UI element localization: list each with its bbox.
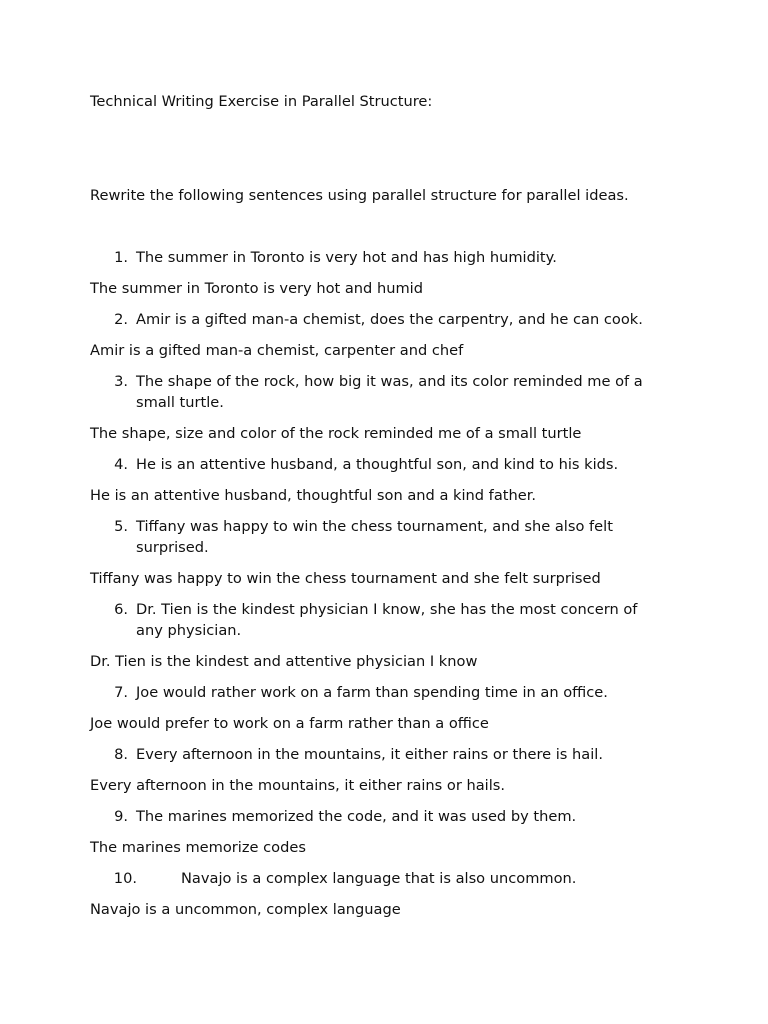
question-number: 2.	[114, 311, 128, 328]
question-number: 4.	[114, 456, 128, 473]
document-title: Technical Writing Exercise in Parallel Structure:	[90, 93, 433, 110]
answer-10: Navajo is a uncommon, complex language	[90, 901, 401, 918]
answer-6: Dr. Tien is the kindest and attentive physician I know	[90, 653, 478, 670]
answer-1: The summer in Toronto is very hot and humid	[90, 280, 423, 297]
question-2	[0, 309, 768, 330]
question-text: The summer in Toronto is very hot and has high humidity.	[136, 249, 557, 266]
question-7	[0, 682, 768, 703]
question-text: The shape of the rock, how big it was, and its color reminded me of a small turtle.	[136, 373, 643, 411]
question-1	[0, 247, 768, 268]
answer-8: Every afternoon in the mountains, it either rains or hails.	[90, 777, 506, 794]
question-text: He is an attentive husband, a thoughtful son, and kind to his kids.	[136, 456, 619, 473]
answer-9: The marines memorize codes	[90, 839, 306, 856]
question-10	[0, 868, 768, 889]
question-number: 6.	[114, 601, 128, 618]
instruction-text: Rewrite the following sentences using parallel structure for parallel ideas.	[90, 187, 629, 204]
question-number: 5.	[114, 518, 128, 535]
question-number: 8.	[114, 746, 128, 763]
question-text: The marines memorized the code, and it was used by them.	[136, 808, 577, 825]
question-4	[0, 454, 768, 475]
answer-7: Joe would prefer to work on a farm rather than a office	[90, 715, 489, 732]
question-text: Navajo is a complex language that is also uncommon.	[181, 870, 577, 887]
exercise-list	[0, 247, 768, 930]
question-text: Joe would rather work on a farm than spending time in an office.	[136, 684, 608, 701]
question-number: 10.	[113, 870, 137, 887]
question-text: Every afternoon in the mountains, it either rains or there is hail.	[136, 746, 603, 763]
question-3	[0, 371, 768, 413]
answer-5: Tiffany was happy to win the chess tournament and she felt surprised	[90, 570, 601, 587]
answer-2: Amir is a gifted man-a chemist, carpenter and chef	[90, 342, 464, 359]
question-text: Amir is a gifted man-a chemist, does the carpentry, and he can cook.	[136, 311, 643, 328]
question-text: Dr. Tien is the kindest physician I know, she has the most concern of any physician.	[136, 601, 638, 639]
question-6	[0, 599, 768, 641]
question-8	[0, 744, 768, 765]
question-5	[0, 516, 768, 558]
question-number: 9.	[114, 808, 128, 825]
question-text: Tiffany was happy to win the chess tournament, and she also felt surprised.	[136, 518, 613, 556]
question-9	[0, 806, 768, 827]
question-number: 1.	[114, 249, 128, 266]
answer-3: The shape, size and color of the rock reminded me of a small turtle	[90, 425, 582, 442]
answer-4: He is an attentive husband, thoughtful son and a kind father.	[90, 487, 537, 504]
question-number: 3.	[114, 373, 128, 390]
question-number: 7.	[114, 684, 128, 701]
